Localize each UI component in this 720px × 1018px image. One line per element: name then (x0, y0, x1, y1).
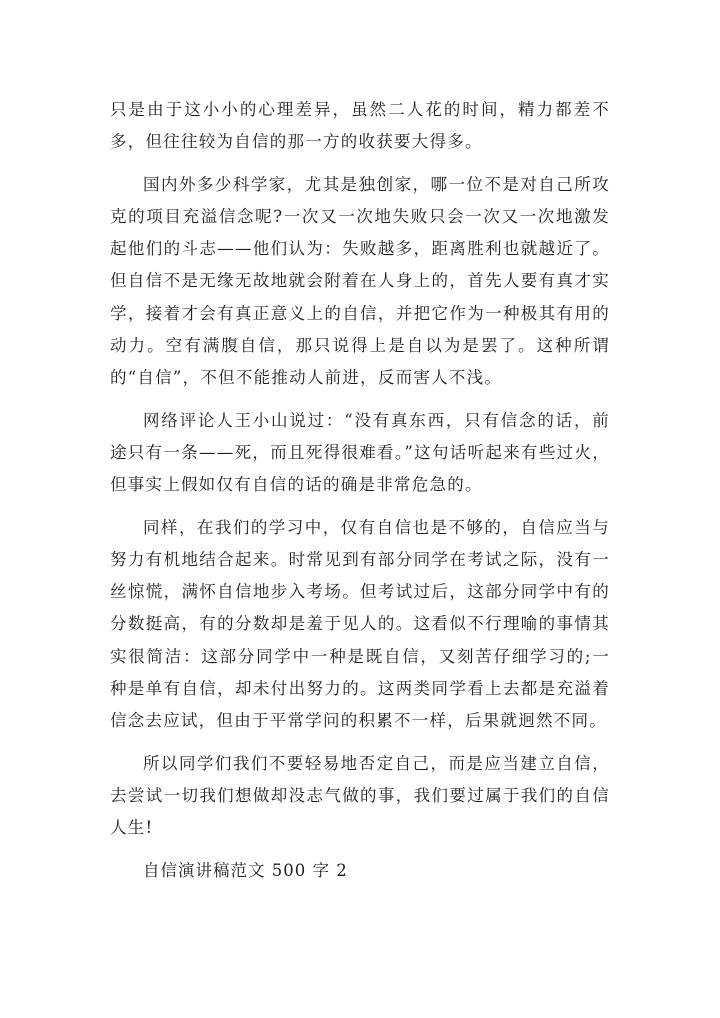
section-heading: 自信演讲稿范文 500 字 2 (143, 860, 348, 880)
paragraph-2: 国内外多少科学家，尤其是独创家，哪一位不是对自己所攻克的项目充溢信念呢?一次又一次地失败只会一次又一次地激发起他们的斗志——他们认为：失败越多，距离胜利也就越近了。但自信不是无缘无故地就会附着在人身上的，首先人要有真才实学，接着才会有真正意义上的自信，并把它作为一种极其有用的动力。空有满腹自信，那只说得上是自以为是罢了。这种所谓的“自信”，不但不能推动人前进，反而害人不浅。 (110, 174, 610, 388)
paragraph-1: 只是由于这小小的心理差异，虽然二人花的时间，精力都差不多，但往往较为自信的那一方的收获要大得多。 (110, 100, 610, 152)
paragraph-4: 同样，在我们的学习中，仅有自信也是不够的，自信应当与努力有机地结合起来。时常见到有部分同学在考试之际，没有一丝惊慌，满怀自信地步入考场。但考试过后，这部分同学中有的分数挺高，有的分数却是羞于见人的。这看似不行理喻的事情其实很简洁：这部分同学中一种是既自信，又刻苦仔细学习的;一种是单有自信，却未付出努力的。这两类同学看上去都是充溢着信念去应试，但由于平常学问的积累不一样，后果就迥然不同。 (110, 517, 610, 731)
document-page (110, 94, 610, 887)
paragraph-5: 所以同学们我们不要轻易地否定自己，而是应当建立自信，去尝试一切我们想做却没志气做的事，我们要过属于我们的自信人生! (110, 753, 610, 838)
paragraph-3: 网络评论人王小山说过：“没有真东西，只有信念的话，前途只有一条——死，而且死得很难看。”这句话听起来有些过火，但事实上假如仅有自信的话的确是非常危急的。 (110, 410, 610, 495)
